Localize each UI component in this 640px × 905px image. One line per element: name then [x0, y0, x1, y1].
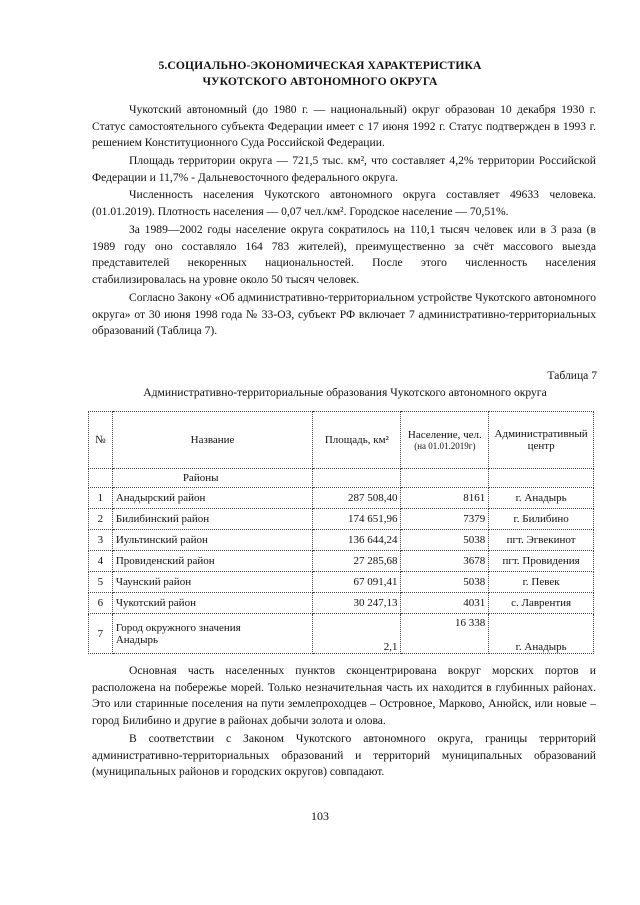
row-name-line2: Анадырь	[115, 633, 159, 646]
table-row	[89, 614, 594, 654]
row-center: пгт. Эгвекинот	[489, 530, 594, 551]
row-num: 6	[89, 593, 113, 614]
table-header-row	[89, 412, 594, 469]
row-population: 3678	[401, 551, 489, 572]
section-heading-line2: ЧУКОТСКОГО АВТОНОМНОГО ОКРУГА	[202, 75, 438, 88]
row-num: 5	[89, 572, 113, 593]
paragraph-4: За 1989—2002 годы население округа сократилось на 110,1 тысяч человек или в 3 раза (в 1989 году оно составляло 164 783 жителей), преимущественно за счёт массового выезда представителей некоренных национальностей. После этого численность населения стабилизировалась на уровне около 50 тысяч человек.	[92, 223, 596, 286]
table-section-row	[89, 469, 594, 488]
table-row	[89, 551, 594, 572]
row-center: пгт. Провидения	[489, 551, 594, 572]
header-population-note: (на 01.01.2019г)	[414, 441, 476, 451]
row-area: 30 247,13	[313, 593, 401, 614]
row-name-line1: Город окружного значения	[115, 621, 241, 634]
row-center: г. Певек	[489, 572, 594, 593]
table-label: Таблица 7	[547, 369, 597, 382]
row-area: 2,1	[313, 614, 401, 654]
row-population: 5038	[401, 530, 489, 551]
table-row	[89, 488, 594, 509]
admin-units-table	[88, 411, 594, 654]
paragraph-2: Площадь территории округа — 721,5 тыс. км², что составляет 4,2% территории Российской Федерации и 11,7% - Дальневосточного федерального округа.	[92, 154, 596, 184]
row-area: 287 508,40	[313, 488, 401, 509]
header-center: Административный центр	[489, 412, 594, 469]
header-population-label: Население, чел.	[407, 429, 482, 441]
paragraph-5: Согласно Закону «Об административно-территориальном устройстве Чукотского автономного округа» от 30 июня 1998 года № 33-ОЗ, субъект РФ включает 7 административно-территориальных образований (Таблица 7).	[92, 291, 596, 338]
row-num: 3	[89, 530, 113, 551]
header-name: Название	[112, 412, 312, 469]
paragraph-1: Чукотский автономный (до 1980 г. — национальный) округ образован 10 декабря 1930 г. Статус самостоятельного субъекта Федерации имеет с 17 июня 1992 г. Статус подтвержден в 1993 г. решением Конституционного Суда Российской Федерации.	[92, 103, 596, 150]
row-num: 2	[89, 509, 113, 530]
section-label: Районы	[112, 469, 312, 488]
row-num: 1	[89, 488, 113, 509]
row-population: 5038	[401, 572, 489, 593]
row-area: 27 285,68	[313, 551, 401, 572]
row-name: Анадырский район	[112, 488, 312, 509]
row-name	[112, 614, 312, 654]
section-heading-line1: 5.СОЦИАЛЬНО-ЭКОНОМИЧЕСКАЯ ХАРАКТЕРИСТИКА	[158, 59, 482, 72]
row-name: Билибинский район	[112, 509, 312, 530]
row-name: Иультинский район	[112, 530, 312, 551]
table-row	[89, 593, 594, 614]
row-population: 7379	[401, 509, 489, 530]
row-area: 174 651,96	[313, 509, 401, 530]
paragraph-3: Численность населения Чукотского автономного округа составляет 49633 человека. (01.01.2019). Плотность населения — 0,07 чел./км². Городское население — 70,51%.	[92, 188, 596, 218]
header-population	[401, 412, 489, 469]
row-population: 16 338	[401, 614, 489, 654]
row-area: 67 091,41	[313, 572, 401, 593]
header-area: Площадь, км²	[313, 412, 401, 469]
table-row	[89, 530, 594, 551]
header-num: №	[89, 412, 113, 469]
row-population: 8161	[401, 488, 489, 509]
row-area: 136 644,24	[313, 530, 401, 551]
paragraph-after-2: В соответствии с Законом Чукотского автономного округа, границы территорий административно-территориальных образований и территорий муниципальных образований (муниципальных районов и городских округов) совпадают.	[92, 732, 596, 779]
row-num: 4	[89, 551, 113, 572]
table-caption: Административно-территориальные образования Чукотского автономного округа	[143, 386, 547, 399]
paragraph-after-1: Основная часть населенных пунктов сконцентрирована вокруг морских портов и расположена на побережье морей. Только незначительная часть их находится в глубинных районах. Это или старинные поселения на пути землепроходцев – Островное, Марково, Анюйск, или новые – город Билибино и другие в районах добычи золота и олова.	[92, 664, 596, 727]
row-center: г. Анадырь	[489, 614, 594, 654]
row-center: с. Лаврентия	[489, 593, 594, 614]
table-row	[89, 509, 594, 530]
table-row	[89, 572, 594, 593]
page-number: 103	[311, 809, 329, 823]
row-name: Чукотский район	[112, 593, 312, 614]
row-center: г. Билибино	[489, 509, 594, 530]
row-num: 7	[89, 614, 113, 654]
row-name: Чаунский район	[112, 572, 312, 593]
row-name: Провиденский район	[112, 551, 312, 572]
row-population: 4031	[401, 593, 489, 614]
row-center: г. Анадырь	[489, 488, 594, 509]
